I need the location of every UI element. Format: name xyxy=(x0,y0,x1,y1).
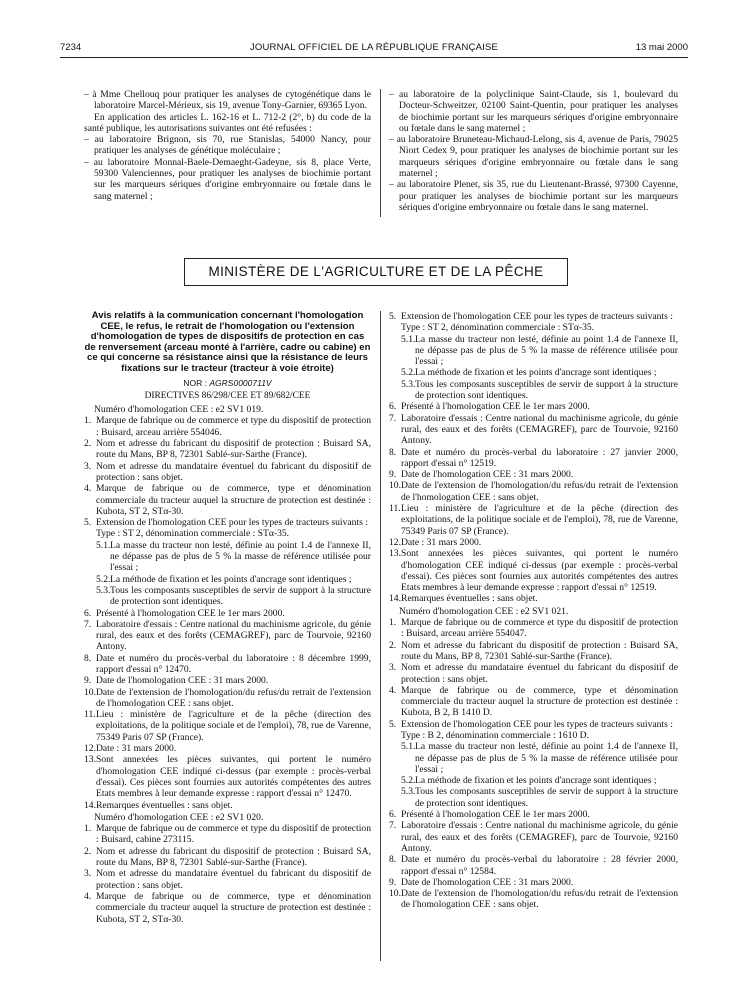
item-text: Laboratoire d'essais : Centre national du machinisme agricole, du génie rural, des eaux et des forêts (CEMAGREF), parc de Tourvoie, 92160 Antony. xyxy=(96,618,371,653)
numbered-item xyxy=(84,517,371,528)
item-text: Présenté à l'homologation CEE le 1er mars 2000. xyxy=(401,401,590,413)
item-text: Date de l'extension de l'homologation/du refus/du retrait de l'extension de l'homologation CEE : sans objet. xyxy=(401,888,678,911)
numbered-item xyxy=(389,413,678,447)
column-divider-top xyxy=(380,89,381,217)
numbered-item xyxy=(84,608,371,619)
item-text: Nom et adresse du fabricant du dispositif de protection : Buisard SA, route du Mans, BP 8, 72301 Sablé-sur-Sarthe (France). xyxy=(96,438,371,461)
list-item: – au laboratoire Brignon, sis 70, rue Stanislas, 54000 Nancy, pour pratiquer les analyses de génétique moléculaire ; xyxy=(84,134,371,157)
type-line: Type : ST 2, dénomination commerciale : STα-35. xyxy=(401,322,595,334)
numbered-item xyxy=(389,311,678,322)
numbered-item xyxy=(389,480,678,503)
header-rule xyxy=(60,57,688,58)
item-number: 5.1. xyxy=(401,333,416,345)
item-text: La masse du tracteur non lesté, définie au point 1.4 de l'annexe II, ne dépasse pas de plus de 5 % la masse de référence utilisée pour l'essai ; xyxy=(415,333,678,368)
item-number: 8. xyxy=(84,652,92,664)
item-number: 4. xyxy=(389,684,397,696)
sub-item xyxy=(389,741,678,775)
item-text: Tous les composants susceptibles de servir de support à la structure de protection sont identiques. xyxy=(415,786,678,809)
paragraph: Numéro d'homologation CEE : e2 SV1 019. xyxy=(94,404,264,416)
item-text: Tous les composants susceptibles de servir de support à la structure de protection sont identiques. xyxy=(415,378,678,402)
issue-date: 13 mai 2000 xyxy=(635,42,688,53)
item-number: 11. xyxy=(389,503,401,515)
item-text: Marque de fabrique ou de commerce, type et dénomination commerciale du tracteur auquel la structure de protection est destinée : Kubota, B 2, B 1410 D. xyxy=(401,684,678,719)
item-text: Date de l'homologation CEE : 31 mars 2000. xyxy=(401,876,574,888)
list-item: – à Mme Chellouq pour pratiquer les analyses de cytogénétique dans le laboratoire Marcel-Mérieux, sis 19, avenue Tony-Garnier, 69365 Lyon. xyxy=(84,89,371,112)
sub-item xyxy=(389,379,678,402)
numbered-item xyxy=(389,877,678,888)
item-text: Laboratoire d'essais : Centre national du machinisme agricole, du génie rural, des eaux et des forêts (CEMAGREF), parc de Tourvoie, 92160 Antony. xyxy=(401,820,678,854)
item-text: Date de l'homologation CEE : 31 mars 2000. xyxy=(401,469,574,481)
sub-item xyxy=(389,786,678,809)
item-number: 3. xyxy=(84,868,92,880)
list-item: – au laboratoire Bruneteau-Michaud-Lelong, sis 4, avenue de Paris, 79025 Niort Cedex 9, pour pratiquer les analyses de biochimie portant sur les marqueurs sériques d'origine embryonnaire ou fœtale dans le sang maternel ; xyxy=(389,134,678,180)
numbered-item xyxy=(84,653,371,676)
numbered-item xyxy=(389,888,678,911)
item-text: Remarques éventuelles : sans objet. xyxy=(401,593,538,605)
list-item: – au laboratoire Plenet, sis 35, rue du Lieutenant-Brassé, 97300 Cayenne, pour pratiquer les analyses de biochimie portant sur les marqueurs sériques d'origine embryonnaire ou fœtale dans le sang maternel. xyxy=(389,179,678,213)
item-text: Laboratoire d'essais : Centre national du machinisme agricole, du génie rural, des eaux et des forêts (CEMAGREF), parc de Tourvoie, 92160 Antony. xyxy=(401,412,678,447)
paragraph: En application des articles L. 162-16 et L. 712-2 (2°, b) du code de la santé publique, les autorisations suivantes ont été refusées : xyxy=(84,111,371,134)
item-number: 4. xyxy=(84,483,92,495)
item-number: 2. xyxy=(84,438,92,450)
item-number: 10. xyxy=(84,686,96,698)
item-text: Extension de l'homologation CEE pour les types de tracteurs suivants : xyxy=(401,718,673,730)
numbered-item xyxy=(389,719,678,730)
item-number: 3. xyxy=(389,662,397,674)
journal-title: JOURNAL OFFICIEL DE LA RÉPUBLIQUE FRANÇAISE xyxy=(249,42,499,53)
numbered-item xyxy=(389,662,678,685)
item-number: 1. xyxy=(389,617,397,629)
item-number: 2. xyxy=(389,639,397,651)
item-number: 7. xyxy=(389,412,397,424)
numbered-item xyxy=(389,685,678,719)
paragraph: Numéro d'homologation CEE : e2 SV1 020. xyxy=(94,811,264,823)
item-number: 10. xyxy=(389,888,401,900)
item-number: 5.1. xyxy=(401,741,416,753)
item-text: Sont annexées les pièces suivantes, qui portent le numéro d'homologation CEE indiqué ci-dessus (par exemple : procès-verbal d'essai). Ces pièces sont fournies aux autorités compétentes des autres Etats membres à leur demande expresse : rapport d'essai n° 12470. xyxy=(96,754,371,800)
item-number: 5.3. xyxy=(401,378,416,390)
item-number: 5.2. xyxy=(401,775,416,787)
item-text: Nom et adresse du mandataire éventuel du fabricant du dispositif de protection : sans objet. xyxy=(96,868,371,891)
item-text: La méthode de fixation et les points d'ancrage sont identiques ; xyxy=(415,775,657,787)
item-text: Lieu : ministère de l'agriculture et de la pêche (direction des exploitations, de la politique sociale et de l'emploi), 78, rue de Varenne, 75349 Paris 07 SP (France). xyxy=(401,503,678,537)
numbered-item xyxy=(84,846,371,869)
numbered-item xyxy=(84,438,371,461)
sub-item xyxy=(389,367,678,378)
numbered-item xyxy=(389,537,678,548)
left-body xyxy=(84,404,371,925)
article-left-column xyxy=(84,311,371,925)
item-number: 11. xyxy=(84,709,96,721)
item-text: Marque de fabrique ou de commerce, type et dénomination commerciale du tracteur auquel la structure de protection est destinée : Kubota, ST 2, STα-30. xyxy=(96,890,371,925)
numbered-item xyxy=(84,823,371,846)
page-number: 7234 xyxy=(60,42,82,53)
numbered-item xyxy=(389,617,678,640)
item-number: 5.1. xyxy=(96,539,111,551)
numbered-item xyxy=(84,743,371,754)
item-text: Date de l'homologation CEE : 31 mars 2000. xyxy=(96,675,269,687)
numbered-item xyxy=(389,640,678,663)
sub-item xyxy=(84,574,371,585)
item-text: Présenté à l'homologation CEE le 1er mars 2000. xyxy=(96,607,285,619)
numbered-item xyxy=(389,820,678,854)
page-header xyxy=(60,42,688,56)
item-number: 1. xyxy=(84,415,92,427)
item-number: 14. xyxy=(84,799,96,811)
numbered-item xyxy=(84,619,371,653)
item-number: 4. xyxy=(84,890,92,902)
item-number: 12. xyxy=(84,743,96,755)
numbered-item xyxy=(84,483,371,517)
item-text: Extension de l'homologation CEE pour les types de tracteurs suivants : xyxy=(401,311,673,322)
item-text: Date et numéro du procès-verbal du laboratoire : 27 janvier 2000, rapport d'essai n° 12519. xyxy=(401,446,678,469)
item-text: Nom et adresse du mandataire éventuel du fabricant du dispositif de protection : sans objet. xyxy=(401,662,678,685)
item-number: 5. xyxy=(389,311,397,322)
article-right-column xyxy=(389,311,678,911)
item-number: 13. xyxy=(389,548,401,560)
item-number: 6. xyxy=(389,809,397,821)
nor-code: AGRS0000711V xyxy=(209,377,272,388)
paragraph: Numéro d'homologation CEE : e2 SV1 021. xyxy=(399,605,569,617)
item-number: 9. xyxy=(84,675,92,687)
item-number: 5. xyxy=(84,517,92,529)
item-text: Marque de fabrique ou de commerce et type du dispositif de protection : Buisard, arceau arrière 554047. xyxy=(401,617,678,640)
numbered-item xyxy=(84,415,371,438)
item-number: 9. xyxy=(389,469,397,481)
list-item: – au laboratoire de la polyclinique Saint-Claude, sis 1, boulevard du Docteur-Schweitzer, 02100 Saint-Quentin, pour pratiquer les analyses de biochimie portant sur les marqueurs sériques d'origine embryonnaire ou fœtale dans le sang maternel ; xyxy=(389,89,678,134)
list-item: – au laboratoire Monnal-Baele-Demaeght-Gadeyne, sis 8, place Verte, 59300 Valenciennes, pour pratiquer les analyses de biochimie portant sur les marqueurs sériques d'origine embryonnaire ou fœtale dans le sang maternel ; xyxy=(84,156,371,202)
item-text: Date et numéro du procès-verbal du laboratoire : 8 décembre 1999, rapport d'essai n° 12470. xyxy=(96,652,371,675)
sub-item xyxy=(389,775,678,786)
item-number: 8. xyxy=(389,446,397,458)
item-text: Lieu : ministère de l'agriculture et de la pêche (direction des exploitations, de la politique sociale et de l'emploi), 78, rue de Varenne, 75349 Paris 07 SP (France). xyxy=(96,709,371,743)
item-text: La masse du tracteur non lesté, définie au point 1.4 de l'annexe II, ne dépasse pas de plus de 5 % la masse de référence utilisée pour l'essai ; xyxy=(415,741,678,775)
numbered-item xyxy=(84,891,371,925)
item-number: 5.3. xyxy=(401,786,416,798)
numbered-item xyxy=(84,868,371,891)
item-number: 5.3. xyxy=(96,584,111,596)
item-number: 6. xyxy=(389,401,397,413)
sub-item xyxy=(84,540,371,574)
item-text: Date et numéro du procès-verbal du laboratoire : 28 février 2000, rapport d'essai n° 12584. xyxy=(401,854,678,877)
item-number: 5.2. xyxy=(401,367,416,379)
item-number: 6. xyxy=(84,607,92,619)
numbered-item xyxy=(389,548,678,593)
item-text: Nom et adresse du mandataire éventuel du fabricant du dispositif de protection : sans objet. xyxy=(96,460,371,483)
item-number: 7. xyxy=(84,618,92,630)
nor-reference xyxy=(84,378,371,389)
item-number: 13. xyxy=(84,754,96,766)
numbered-item xyxy=(84,800,371,811)
item-text: Nom et adresse du fabricant du dispositif de protection : Buisard SA, route du Mans, BP 8, 72301 Sablé-sur-Sarthe (France). xyxy=(96,845,371,869)
numbered-item xyxy=(389,854,678,877)
item-number: 9. xyxy=(389,876,397,888)
item-text: Date de l'extension de l'homologation/du refus/du retrait de l'extension de l'homologation CEE : sans objet. xyxy=(96,686,371,709)
item-number: 12. xyxy=(389,536,401,548)
ministry-heading: MINISTÈRE DE L'AGRICULTURE ET DE LA PÊCHE xyxy=(184,258,568,286)
numbered-item xyxy=(389,401,678,412)
item-number: 10. xyxy=(389,480,401,492)
item-text: La méthode de fixation et les points d'ancrage sont identiques ; xyxy=(110,573,352,585)
item-text: Remarques éventuelles : sans objet. xyxy=(96,799,233,811)
sub-item xyxy=(389,334,678,368)
item-number: 5.2. xyxy=(96,573,111,585)
item-number: 7. xyxy=(389,820,397,832)
item-text: Sont annexées les pièces suivantes, qui portent le numéro d'homologation CEE indiqué ci-dessus (par exemple : procès-verbal d'essai). Ces pièces sont fournies aux autorités compétentes des autres Etats membres à leur demande expresse : rapport d'essai n° 12519. xyxy=(401,548,678,594)
item-text: Extension de l'homologation CEE pour les types de tracteurs suivants : xyxy=(96,517,368,529)
type-line: Type : B 2, dénomination commerciale : 1610 D. xyxy=(401,729,589,741)
sub-item xyxy=(84,585,371,608)
item-text: Date : 31 mars 2000. xyxy=(96,743,177,755)
item-text: La masse du tracteur non lesté, définie au point 1.4 de l'annexe II, ne dépasse pas de plus de 5 % la masse de référence utilisée pour l'essai ; xyxy=(110,539,371,574)
item-text: La méthode de fixation et les points d'ancrage sont identiques ; xyxy=(415,367,657,379)
numbered-item xyxy=(389,809,678,820)
item-text: Marque de fabrique ou de commerce, type et dénomination commerciale du tracteur auquel la structure de protection est destinée : Kubota, ST 2, STα-30. xyxy=(96,483,371,517)
item-text: Date de l'extension de l'homologation/du refus/du retrait de l'extension de l'homologation CEE : sans objet. xyxy=(401,480,678,503)
type-line: Type : ST 2, dénomination commerciale : STα-35. xyxy=(96,528,290,540)
column-divider-main xyxy=(380,311,381,961)
item-text: Marque de fabrique ou de commerce et type du dispositif de protection : Buisard, arceau arrière 554046. xyxy=(96,415,371,438)
numbered-item xyxy=(84,675,371,686)
item-text: Tous les composants susceptibles de servir de support à la structure de protection sont identiques. xyxy=(110,584,371,608)
item-text: Présenté à l'homologation CEE le 1er mars 2000. xyxy=(401,809,590,821)
item-text: Date : 31 mars 2000. xyxy=(401,536,482,548)
numbered-item xyxy=(84,461,371,484)
numbered-item xyxy=(84,687,371,710)
item-number: 8. xyxy=(389,854,397,866)
top-left-column xyxy=(84,89,371,202)
item-number: 5. xyxy=(389,718,397,730)
article-title: Avis relatifs à la communication concernant l'homologation CEE, le refus, le retrait de l'homologation ou l'extension d'homologation de types de dispositifs de protection en cas de renversement (arceau monté à l'arrière, cadre ou cabine) en ce qui concerne sa résistance ainsi que la résistance de leurs fixations sur le tracteur (tracteur à voie étroite) xyxy=(84,310,371,374)
directives-line: DIRECTIVES 86/298/CEE ET 89/682/CEE xyxy=(144,390,311,401)
top-right-column xyxy=(389,89,678,213)
numbered-item xyxy=(84,709,371,743)
item-text: Nom et adresse du fabricant du dispositif de protection : Buisard SA, route du Mans, BP 8, 72301 Sablé-sur-Sarthe (France). xyxy=(401,639,678,662)
item-number: 2. xyxy=(84,845,92,857)
numbered-item xyxy=(389,447,678,470)
numbered-item xyxy=(389,503,678,537)
item-text: Marque de fabrique ou de commerce et type du dispositif de protection : Buisard, cabine 273115. xyxy=(96,823,371,846)
item-number: 14. xyxy=(389,593,401,605)
item-number: 3. xyxy=(84,460,92,472)
nor-label: NOR : xyxy=(183,377,210,388)
numbered-item xyxy=(84,754,371,799)
item-number: 1. xyxy=(84,823,92,835)
numbered-item xyxy=(389,593,678,604)
numbered-item xyxy=(389,469,678,480)
